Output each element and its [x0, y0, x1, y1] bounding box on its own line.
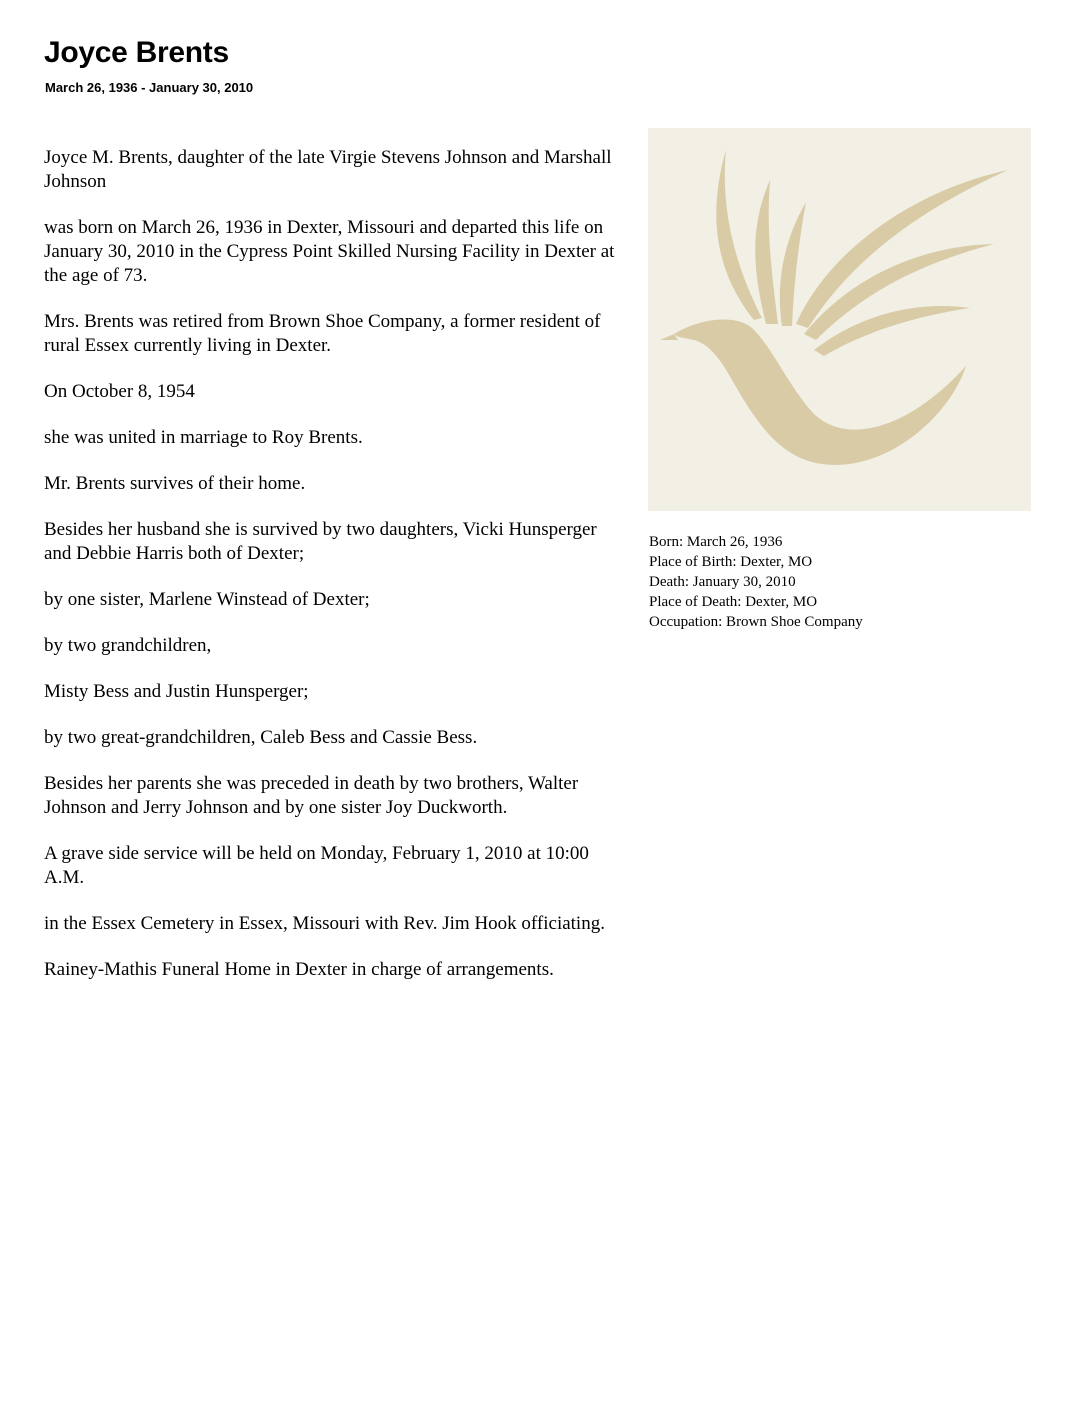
- obituary-paragraph: On October 8, 1954: [44, 381, 195, 402]
- life-dates: March 26, 1936 - January 30, 2010: [45, 80, 254, 95]
- obituary-paragraph: Mrs. Brents was retired from Brown Shoe Company, a former resident of rural Essex currently living in Dexter.: [44, 311, 601, 356]
- obituary-paragraph: Besides her parents she was preceded in death by two brothers, Walter Johnson and Jerry Johnson and by one sister Joy Duckworth.: [44, 773, 579, 818]
- obituary-paragraph: by one sister, Marlene Winstead of Dexter;: [44, 589, 370, 610]
- obituary-paragraph: was born on March 26, 1936 in Dexter, Missouri and departed this life on January 30, 2010 in the Cypress Point Skilled Nursing Facility in Dexter at the age of 73.: [44, 217, 615, 286]
- obituary-paragraph: in the Essex Cemetery in Essex, Missouri with Rev. Jim Hook officiating.: [44, 913, 605, 934]
- obituary-paragraph: Besides her husband she is survived by two daughters, Vicki Hunsperger and Debbie Harris both of Dexter;: [44, 519, 597, 564]
- fact-death: Death: January 30, 2010: [649, 574, 796, 590]
- fact-occupation: Occupation: Brown Shoe Company: [649, 614, 863, 630]
- obituary-paragraph: by two grandchildren,: [44, 635, 212, 656]
- obituary-paragraph: Rainey-Mathis Funeral Home in Dexter in charge of arrangements.: [44, 959, 554, 980]
- obituary-paragraph: Misty Bess and Justin Hunsperger;: [44, 681, 309, 702]
- obituary-paragraph: by two great-grandchildren, Caleb Bess and Cassie Bess.: [44, 727, 478, 748]
- dove-icon: [648, 128, 1031, 511]
- obituary-text: [44, 146, 619, 1004]
- facts-panel: [649, 532, 1069, 632]
- fact-born: Born: March 26, 1936: [649, 534, 783, 550]
- obituary-paragraph: Joyce M. Brents, daughter of the late Virgie Stevens Johnson and Marshall Johnson: [44, 147, 612, 192]
- fact-place-of-birth: Place of Birth: Dexter, MO: [649, 554, 813, 570]
- obituary-paragraph: she was united in marriage to Roy Brents.: [44, 427, 363, 448]
- obituary-paragraph: Mr. Brents survives of their home.: [44, 473, 306, 494]
- obituary-paragraph: A grave side service will be held on Monday, February 1, 2010 at 10:00 A.M.: [44, 843, 589, 888]
- memorial-image: [648, 128, 1031, 511]
- fact-place-of-death: Place of Death: Dexter, MO: [649, 594, 818, 610]
- person-name: Joyce Brents: [44, 36, 229, 69]
